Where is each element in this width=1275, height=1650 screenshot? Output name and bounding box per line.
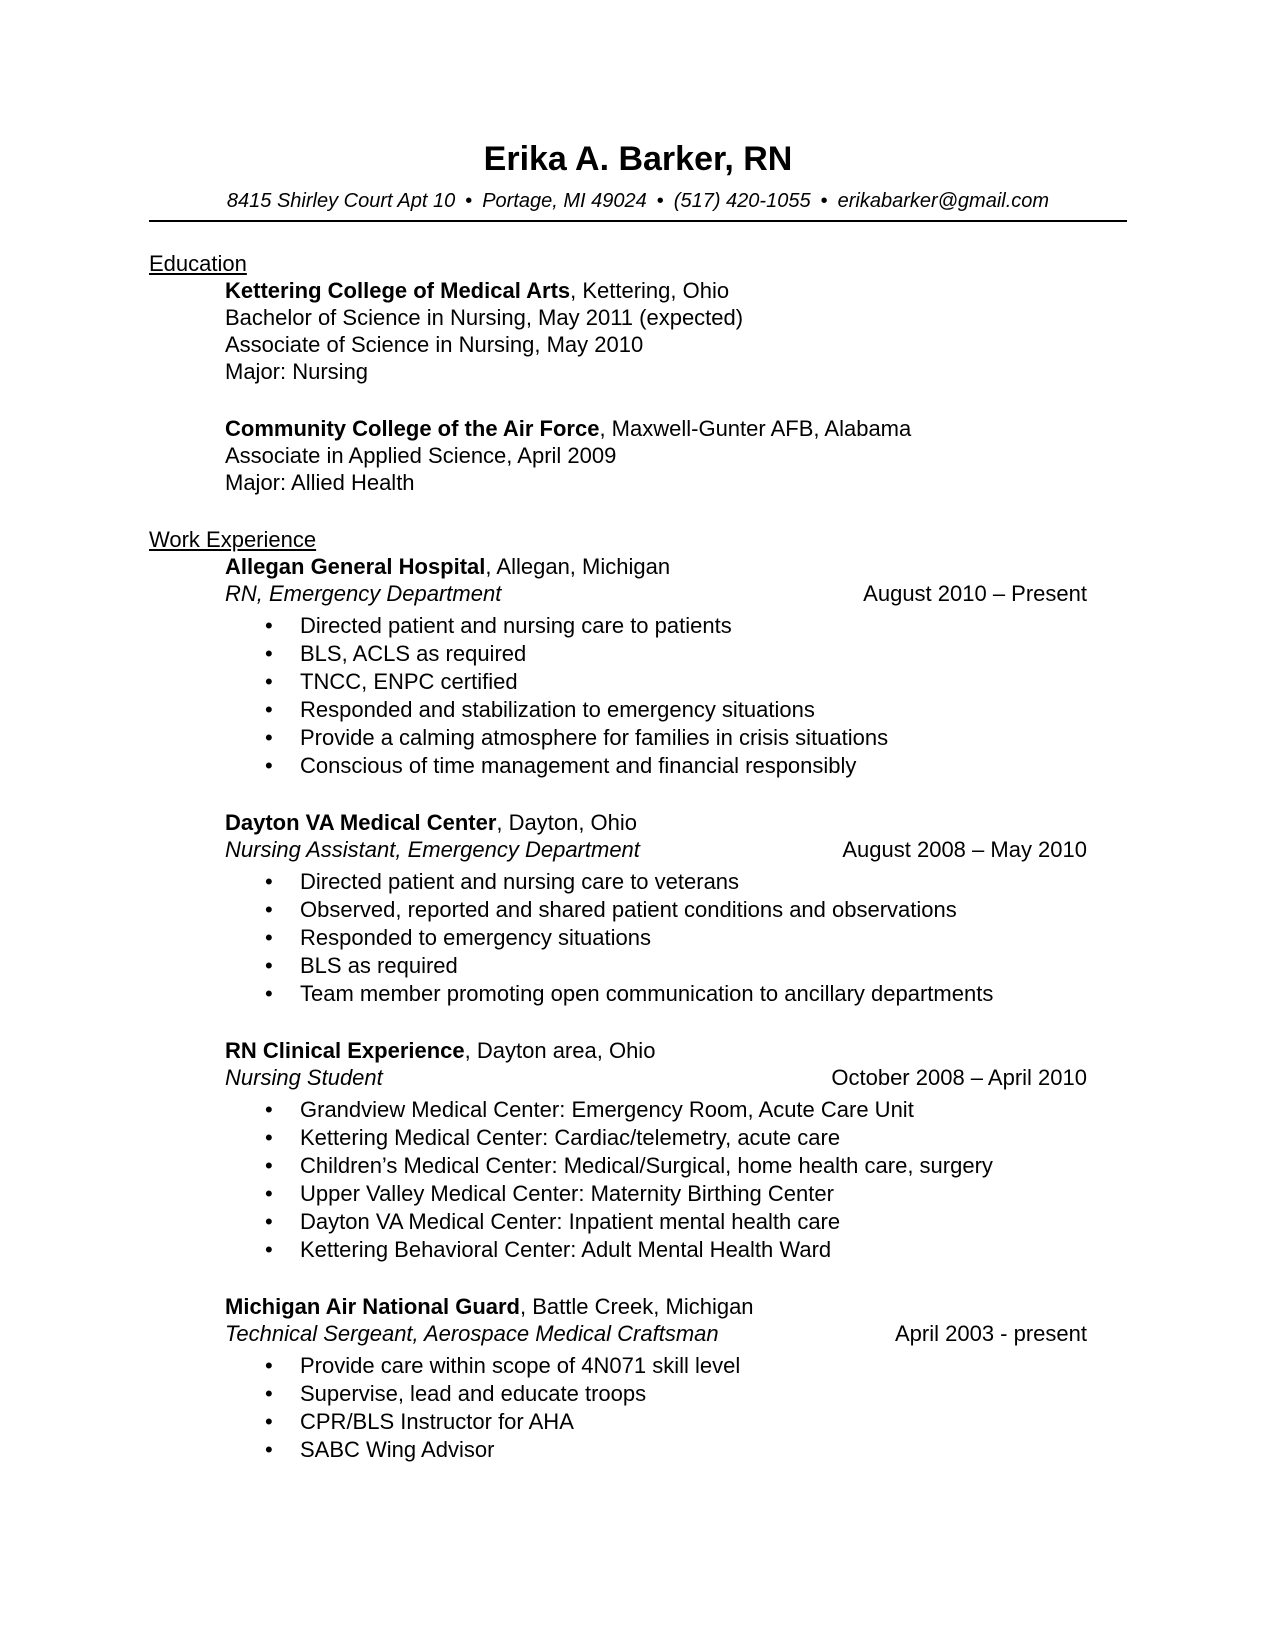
school-name: Community College of the Air Force xyxy=(225,416,600,441)
employer-name: Dayton VA Medical Center xyxy=(225,810,497,835)
bullet-marker: • xyxy=(265,1209,273,1234)
job-title: Technical Sergeant, Aerospace Medical Craftsman xyxy=(225,1321,719,1346)
job-title: Nursing Assistant, Emergency Department xyxy=(225,837,640,862)
resume-content xyxy=(149,0,1127,1464)
job-title: RN, Emergency Department xyxy=(225,581,502,606)
job-entry-air-national-guard xyxy=(225,1293,1127,1464)
contact-address: 8415 Shirley Court Apt 10 xyxy=(226,190,456,212)
bullet-marker: • xyxy=(265,613,273,638)
employer-line xyxy=(225,553,1127,580)
bullet-item xyxy=(225,1408,1127,1436)
bullet-text: Conscious of time management and financial responsibly xyxy=(300,753,857,778)
bullet-text: Observed, reported and shared patient conditions and observations xyxy=(300,897,957,922)
bullet-text: BLS, ACLS as required xyxy=(300,641,527,666)
job-dates: August 2010 – Present xyxy=(863,581,1087,606)
bullet-text: Provide a calming atmosphere for families in crisis situations xyxy=(300,725,889,750)
bullet-text: Provide care within scope of 4N071 skill level xyxy=(300,1353,741,1378)
job-title-row xyxy=(225,1064,1127,1091)
job-bullet-list xyxy=(225,868,1127,1008)
header-divider xyxy=(149,220,1127,222)
job-entry-allegan xyxy=(225,553,1127,780)
bullet-marker: • xyxy=(265,953,273,978)
employer-name: RN Clinical Experience xyxy=(225,1038,465,1063)
bullet-item xyxy=(225,868,1127,896)
employer-line xyxy=(225,1037,1127,1064)
bullet-item xyxy=(225,1236,1127,1264)
bullet-text: Kettering Behavioral Center: Adult Mental Health Ward xyxy=(300,1237,832,1262)
bullet-item xyxy=(225,752,1127,780)
school-name: Kettering College of Medical Arts xyxy=(225,278,571,303)
bullet-item xyxy=(225,896,1127,924)
job-title: Nursing Student xyxy=(225,1065,383,1090)
work-experience-heading xyxy=(149,526,1127,553)
work-experience-heading-label: Work Experience xyxy=(149,527,317,552)
job-dates: October 2008 – April 2010 xyxy=(831,1065,1087,1090)
bullet-text: Supervise, lead and educate troops xyxy=(300,1381,647,1406)
school-detail-line: Major: Nursing xyxy=(225,359,369,384)
bullet-item xyxy=(225,1124,1127,1152)
bullet-text: SABC Wing Advisor xyxy=(300,1437,495,1462)
bullet-item xyxy=(225,1352,1127,1380)
bullet-marker: • xyxy=(265,869,273,894)
bullet-marker: • xyxy=(265,1409,273,1434)
bullet-item xyxy=(225,1208,1127,1236)
bullet-text: Team member promoting open communication to ancillary departments xyxy=(300,981,994,1006)
bullet-text: Responded to emergency situations xyxy=(300,925,651,950)
school-name-line xyxy=(225,277,1127,304)
education-entry-kettering xyxy=(225,277,1127,385)
school-detail-line: Bachelor of Science in Nursing, May 2011 (expected) xyxy=(225,305,744,330)
bullet-item xyxy=(225,1096,1127,1124)
bullet-item xyxy=(225,952,1127,980)
education-section xyxy=(149,250,1127,496)
bullet-item xyxy=(225,1436,1127,1464)
job-title-row xyxy=(225,1320,1127,1347)
job-bullet-list xyxy=(225,1352,1127,1464)
bullet-item xyxy=(225,724,1127,752)
contact-separator: • xyxy=(465,190,473,212)
education-entry-ccaf xyxy=(225,415,1127,496)
employer-location: , Dayton, Ohio xyxy=(496,810,638,835)
education-heading xyxy=(149,250,1127,277)
bullet-text: Dayton VA Medical Center: Inpatient mental health care xyxy=(300,1209,841,1234)
bullet-item xyxy=(225,640,1127,668)
bullet-marker: • xyxy=(265,641,273,666)
bullet-item xyxy=(225,980,1127,1008)
bullet-text: Kettering Medical Center: Cardiac/telemetry, acute care xyxy=(300,1125,841,1150)
bullet-text: TNCC, ENPC certified xyxy=(300,669,518,694)
school-detail-line: Associate in Applied Science, April 2009 xyxy=(225,443,617,468)
contact-city: Portage, MI 49024 xyxy=(482,190,647,212)
job-bullet-list xyxy=(225,1096,1127,1264)
bullet-item xyxy=(225,924,1127,952)
employer-location: , Dayton area, Ohio xyxy=(464,1038,656,1063)
bullet-marker: • xyxy=(265,897,273,922)
school-detail-line: Major: Allied Health xyxy=(225,470,415,495)
bullet-item xyxy=(225,1152,1127,1180)
employer-name: Michigan Air National Guard xyxy=(225,1294,520,1319)
school-name-line xyxy=(225,415,1127,442)
bullet-marker: • xyxy=(265,981,273,1006)
bullet-marker: • xyxy=(265,1381,273,1406)
candidate-name: Erika A. Barker, RN xyxy=(483,140,793,178)
job-bullet-list xyxy=(225,612,1127,780)
bullet-item xyxy=(225,612,1127,640)
education-heading-label: Education xyxy=(149,251,247,276)
employer-line xyxy=(225,809,1127,836)
bullet-marker: • xyxy=(265,1181,273,1206)
contact-separator: • xyxy=(820,190,828,212)
bullet-text: Grandview Medical Center: Emergency Room, Acute Care Unit xyxy=(300,1097,914,1122)
job-entry-dayton-va xyxy=(225,809,1127,1008)
employer-line xyxy=(225,1293,1127,1320)
bullet-marker: • xyxy=(265,1437,273,1462)
job-title-row xyxy=(225,836,1127,863)
bullet-marker: • xyxy=(265,1353,273,1378)
job-title-row xyxy=(225,580,1127,607)
bullet-item xyxy=(225,696,1127,724)
bullet-text: CPR/BLS Instructor for AHA xyxy=(300,1409,574,1434)
bullet-marker: • xyxy=(265,669,273,694)
work-experience-section xyxy=(149,526,1127,1464)
bullet-marker: • xyxy=(265,925,273,950)
school-location: , Maxwell-Gunter AFB, Alabama xyxy=(599,416,912,441)
bullet-marker: • xyxy=(265,1097,273,1122)
contact-line xyxy=(149,188,1127,214)
contact-email: erikabarker@gmail.com xyxy=(837,190,1050,212)
bullet-text: Directed patient and nursing care to veterans xyxy=(300,869,740,894)
bullet-marker: • xyxy=(265,1153,273,1178)
bullet-text: BLS as required xyxy=(300,953,458,978)
bullet-item xyxy=(225,668,1127,696)
contact-separator: • xyxy=(656,190,664,212)
bullet-text: Responded and stabilization to emergency situations xyxy=(300,697,815,722)
bullet-marker: • xyxy=(265,1125,273,1150)
contact-phone: (517) 420-1055 xyxy=(673,190,811,212)
job-dates: April 2003 - present xyxy=(895,1321,1087,1346)
school-location: , Kettering, Ohio xyxy=(570,278,730,303)
bullet-item xyxy=(225,1180,1127,1208)
employer-location: , Battle Creek, Michigan xyxy=(520,1294,754,1319)
job-entry-rn-clinical xyxy=(225,1037,1127,1264)
bullet-marker: • xyxy=(265,753,273,778)
bullet-marker: • xyxy=(265,697,273,722)
bullet-item xyxy=(225,1380,1127,1408)
school-detail-line: Associate of Science in Nursing, May 2010 xyxy=(225,332,644,357)
job-dates: August 2008 – May 2010 xyxy=(842,837,1087,862)
bullet-marker: • xyxy=(265,1237,273,1262)
bullet-text: Directed patient and nursing care to patients xyxy=(300,613,732,638)
employer-location: , Allegan, Michigan xyxy=(485,554,671,579)
bullet-text: Upper Valley Medical Center: Maternity Birthing Center xyxy=(300,1181,834,1206)
bullet-marker: • xyxy=(265,725,273,750)
employer-name: Allegan General Hospital xyxy=(225,554,486,579)
bullet-text: Children’s Medical Center: Medical/Surgical, home health care, surgery xyxy=(300,1153,993,1178)
